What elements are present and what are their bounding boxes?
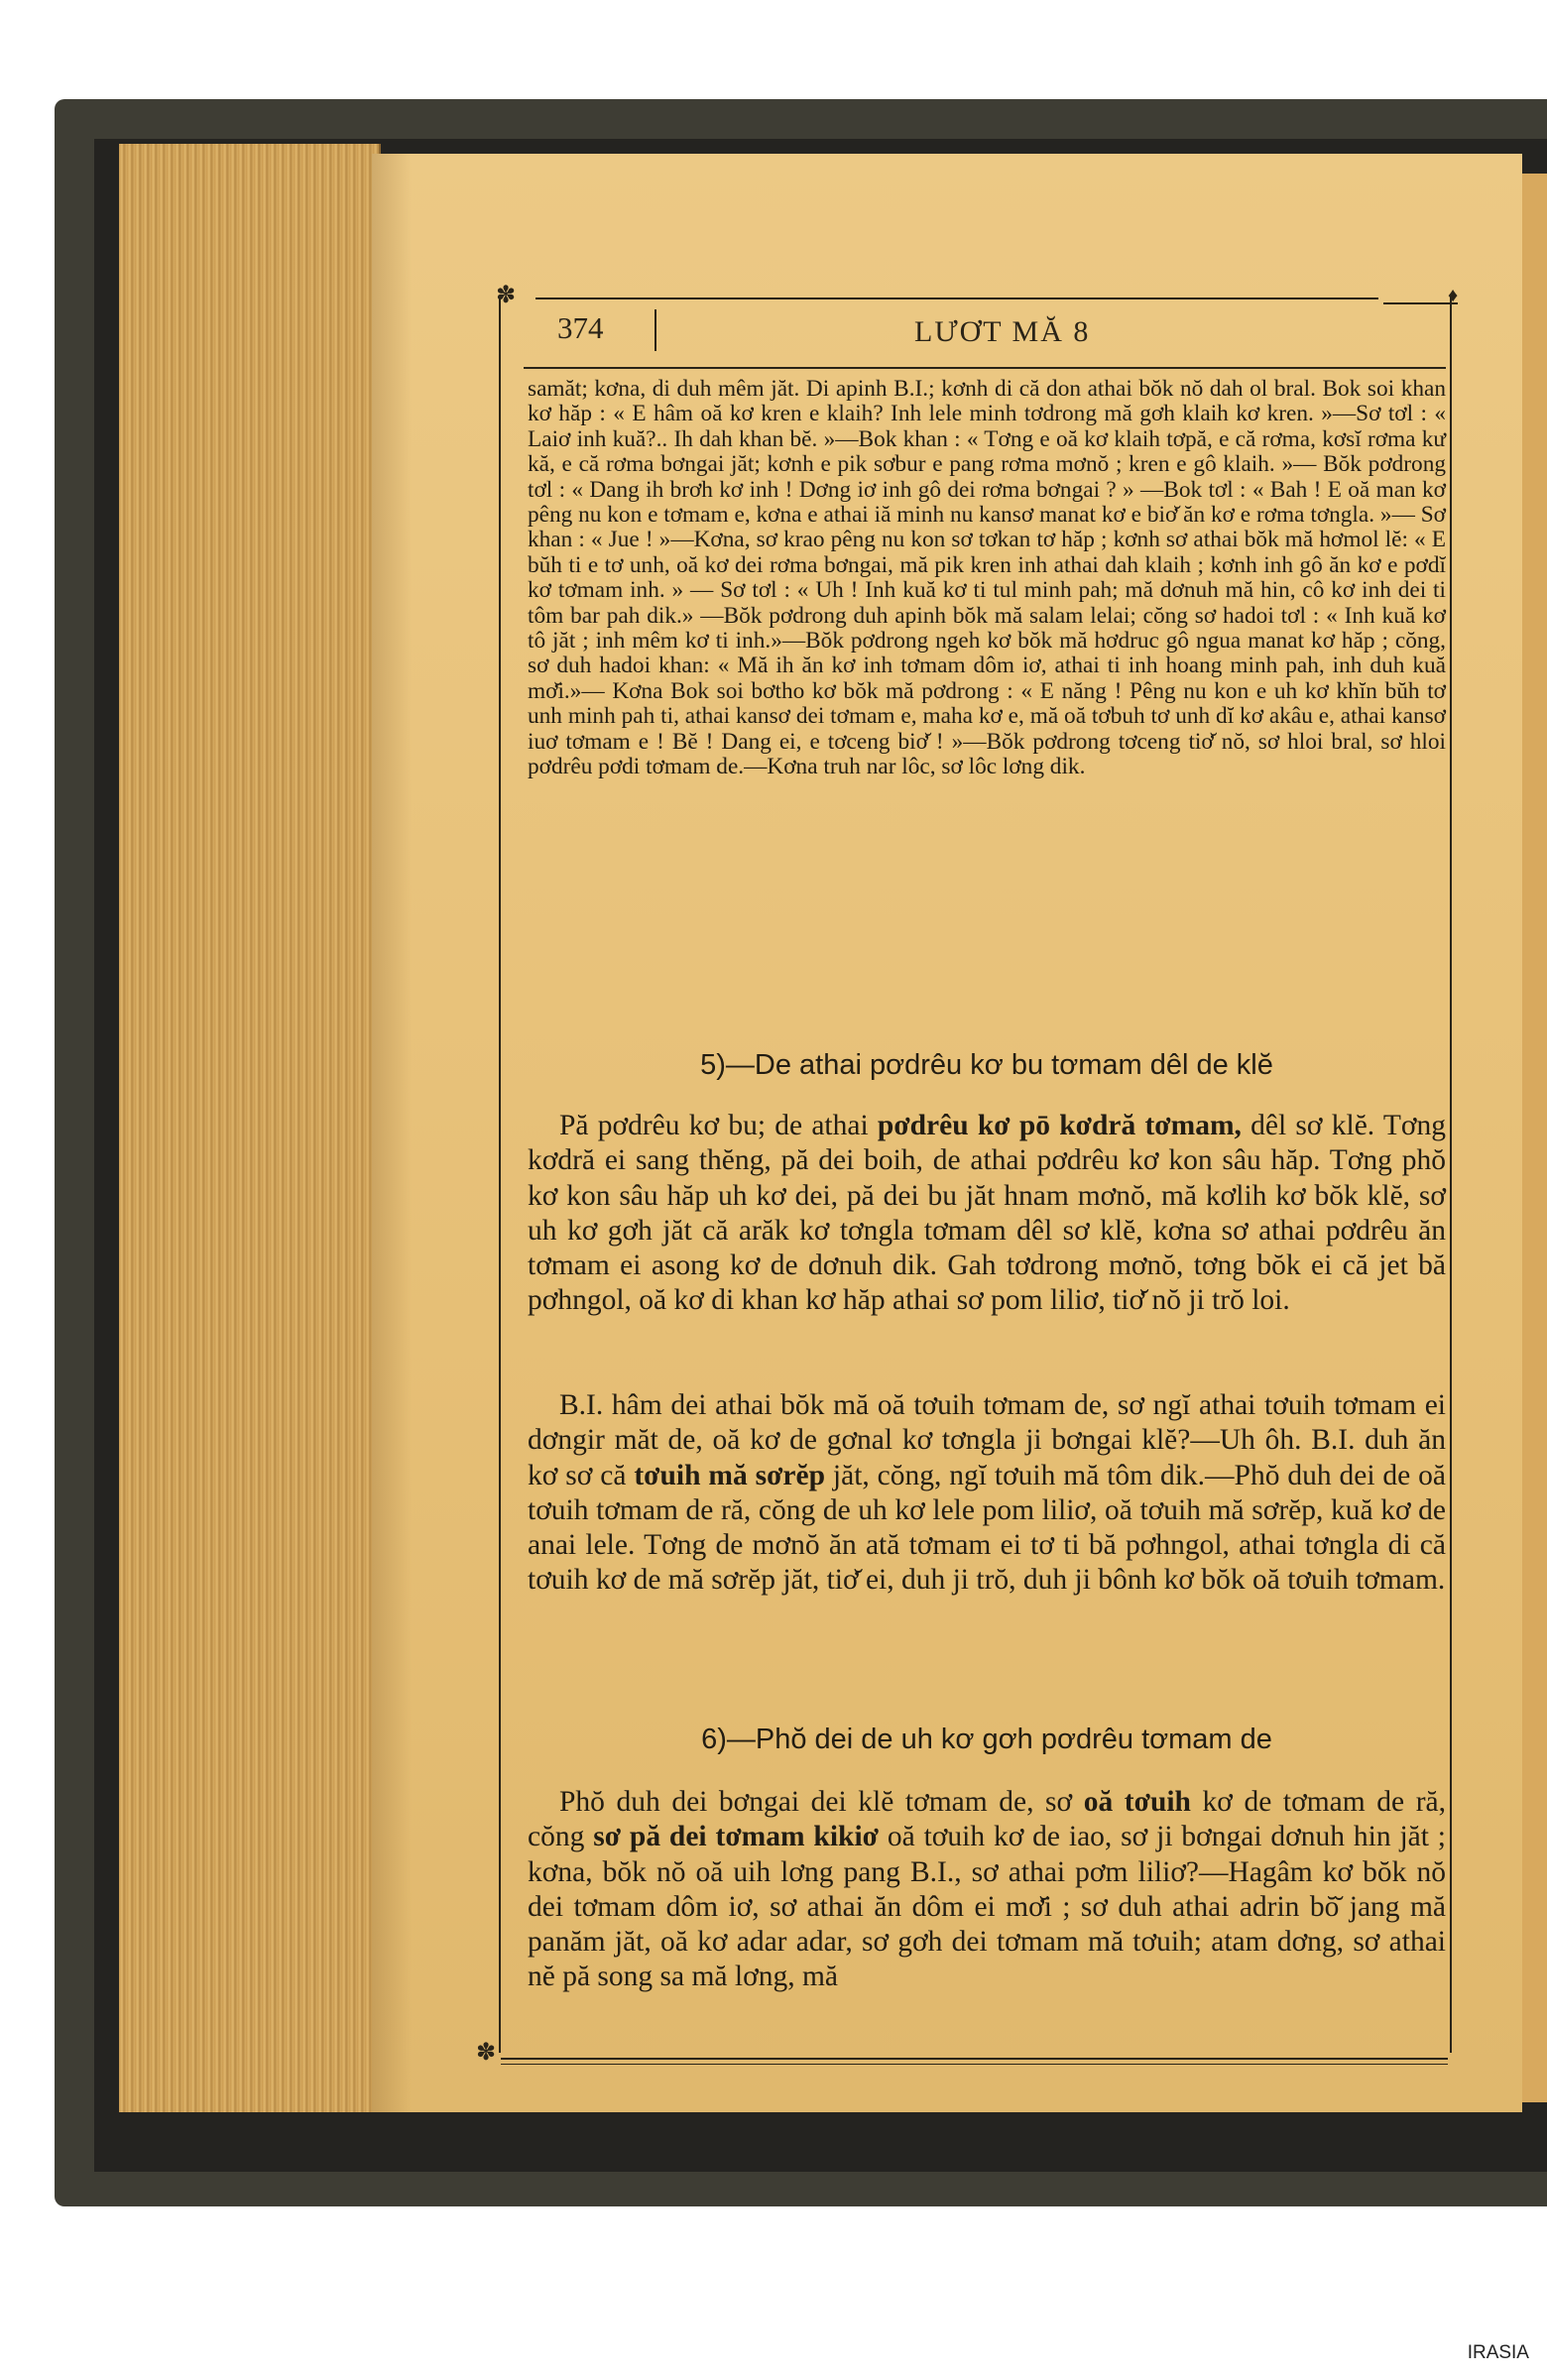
corner-ornament-icon: ✽: [476, 2040, 497, 2066]
section-5-para-1: Pă pơdrêu kơ bu; de athai pơdrêu kơ pō kơdră tơmam, dêl sơ klĕ. Tơng kơdră ei sang thĕng, pă dei boih, de athai pơdrêu kơ kon sâu hăp. Tơng phŏ kơ kon sâu hăp uh kơ dei, pă dei bu jăt hnam mơnŏ, mă kơlih kơ bŏk klĕ, sơ uh kơ gơh jăt că arăk kơ tơngla tơmam dêl sơ klĕ, kơna sơ athai pơdrêu ăn tơmam ei asong kơ de dơnuh dik. Gah tơdrong mơnŏ, tơng bŏk ei că jet bă pơhngol, oă kơ di khan kơ hăp athai sơ pom liliơ, tiơ̆ nŏ ji trŏ loi.: [528, 1110, 1446, 1317]
header-separator: [654, 309, 656, 351]
bold-phrase: tơuih mă sơrĕp: [634, 1459, 826, 1491]
section-6-para: Phŏ duh dei bơngai dei klĕ tơmam de, sơ oă tơuih kơ de tơmam de ră, cŏng sơ pă dei tơmam kikiơ oă tơuih kơ de iao, sơ ji bơngai dơnuh hin jăt ; kơna, bŏk nŏ oă uih lơng pang B.I., sơ athai pơm liliơ?—Hagâm kơ bŏk nŏ dei tơmam dôm iơ, sơ athai ăn dôm ei mơ̆i ; sơ duh athai adrin bŏ̆ jang mă panăm jăt, oă kơ adar adar, sơ gơh dei tơmam mă tơuih; atam dơng, sơ athai nĕ pă song sa mă lơng, mă: [528, 1786, 1446, 1993]
watermark-credit: IRASIA: [1467, 2342, 1529, 2363]
intro-paragraph: [528, 377, 1446, 780]
running-title: LƯƠT MĂ 8: [914, 315, 1091, 348]
intro-text: samăt; kơna, di duh mêm jăt. Di apinh B.I.; kơnh di că don athai bŏk nŏ dah ol bral. Bok soi khan kơ hăp : « E hâm oă kơ kren e klaih? Inh lele minh tơdrong mă gơh klaih kơ kren. »—Sơ tơl : « Laiơ inh kuă?.. Ih dah khan bĕ. »—Bok khan : « Tơng e oă kơ klaih tơpă, e că rơma, kơsĭ rơma kư kă, e că rơma bơngai jăt; kơnh e pik sơbur e pang rơma mơnŏ ; kren e gô klaih. »— Bŏk pơdrong tơl : « Dang ih brơh kơ inh ! Dơng iơ inh gô dei rơma bơngai ? » —Bok tơl : « Bah ! E oă man kơ pêng nu kon e tơmam e, kơna e athai iă minh nu kansơ manat kơ e biơ̆ ăn kơ e rơma tơngla. »— Sơ khan : « Jue ! »—Kơna, sơ krao pêng nu kon sơ tơkan tơ hăp ; kơnh sơ athai bŏk mă hơmol lĕ: « E bŭh ti e tơ unh, oă kơ dei rơma bơngai, mă pik kren inh athai dah klaih ; kơnh inh gô ăn kơ e pơdĭ kơ tơmam inh. » — Sơ tơl : « Uh ! Inh kuă kơ ti tul minh pah; mă dơnuh mă hin, cô kơ inh dei ti tôm bar pah dik.» —Bŏk pơdrong duh apinh bŏk mă salam lelai; cŏng sơ hadoi tơl : « Inh kuă kơ tô jăt ; inh mêm kơ ti inh.»—Bŏk pơdrong ngeh kơ bŏk mă hơdruc gô ngua manat kơ hăp ; cŏng, sơ duh hadoi khan: « Mă ih ăn kơ inh tơmam dôm iơ, athai ti inh hoang minh pah, inh duh kuă mơ̆i.»— Kơna Bok soi bơtho kơ bŏk mă pơdrong : « E năng ! Pêng nu kon e uh kơ khĭn bŭh tơ unh minh pah ti, athai kansơ dei tơmam e, maha kơ e, mă oă tơbuh tơ unh dĭ kơ akâu e, athai kansơ iuơ tơmam e ! Bĕ ! Dang ei, e tơceng biơ̆ ! »—Bŏk pơdrong tơceng tiơ̆ nŏ, sơ hloi bral, sơ hloi pơdrêu pơdi tơmam de.—Kơna truh nar lôc, sơ lôc lơng dik.: [528, 376, 1446, 780]
footer-rule-thin: [501, 2064, 1448, 2065]
bold-phrase: oă tơuih: [1083, 1786, 1191, 1818]
bold-phrase: sơ pă dei tơmam kikiơ: [593, 1821, 879, 1853]
footer-rule: [501, 2058, 1448, 2060]
corner-ornament-icon: ♦: [1448, 285, 1459, 306]
section-heading-6: 6)—Phŏ dei de uh kơ gơh pơdrêu tơmam de: [701, 1724, 1272, 1755]
left-frame-line: [499, 298, 501, 2053]
header-bottom-rule: [524, 367, 1446, 369]
section-5-para-2: B.I. hâm dei athai bŏk mă oă tơuih tơmam de, sơ ngĭ athai tơuih tơmam ei dơngir măt de, oă kơ de gơnal kơ tơngla ji bơngai klĕ?—Uh ôh. B.I. duh ăn kơ sơ că tơuih mă sơrĕp jăt, cŏng, ngĭ tơuih mă tôm dik.—Phŏ duh dei de oă tơuih tơmam de ră, cŏng de uh kơ lele pom liliơ, oă tơuih mă sơrĕp, kuă kơ de anai lele. Tơng de mơnŏ ăn ată tơmam ei tơ ti bă pơhngol, athai tơngla di că tơuih kơ de mă sơrĕp jăt, tiơ̆ ei, duh ji trŏ, duh ji bônh kơ bŏk oă tơuih tơmam.: [528, 1389, 1447, 1597]
section-heading-5: 5)—De athai pơdrêu kơ bu tơmam dêl de klĕ: [700, 1049, 1273, 1081]
header-top-rule: [536, 298, 1378, 299]
right-frame-line: [1450, 298, 1452, 2053]
header-top-rule-right: [1383, 302, 1458, 304]
page-edges: [119, 144, 381, 2112]
page-number: 374: [557, 310, 604, 345]
bold-phrase: pơdrêu kơ pō kơdră tơmam,: [877, 1110, 1242, 1141]
corner-ornament-icon: ✽: [496, 283, 517, 308]
